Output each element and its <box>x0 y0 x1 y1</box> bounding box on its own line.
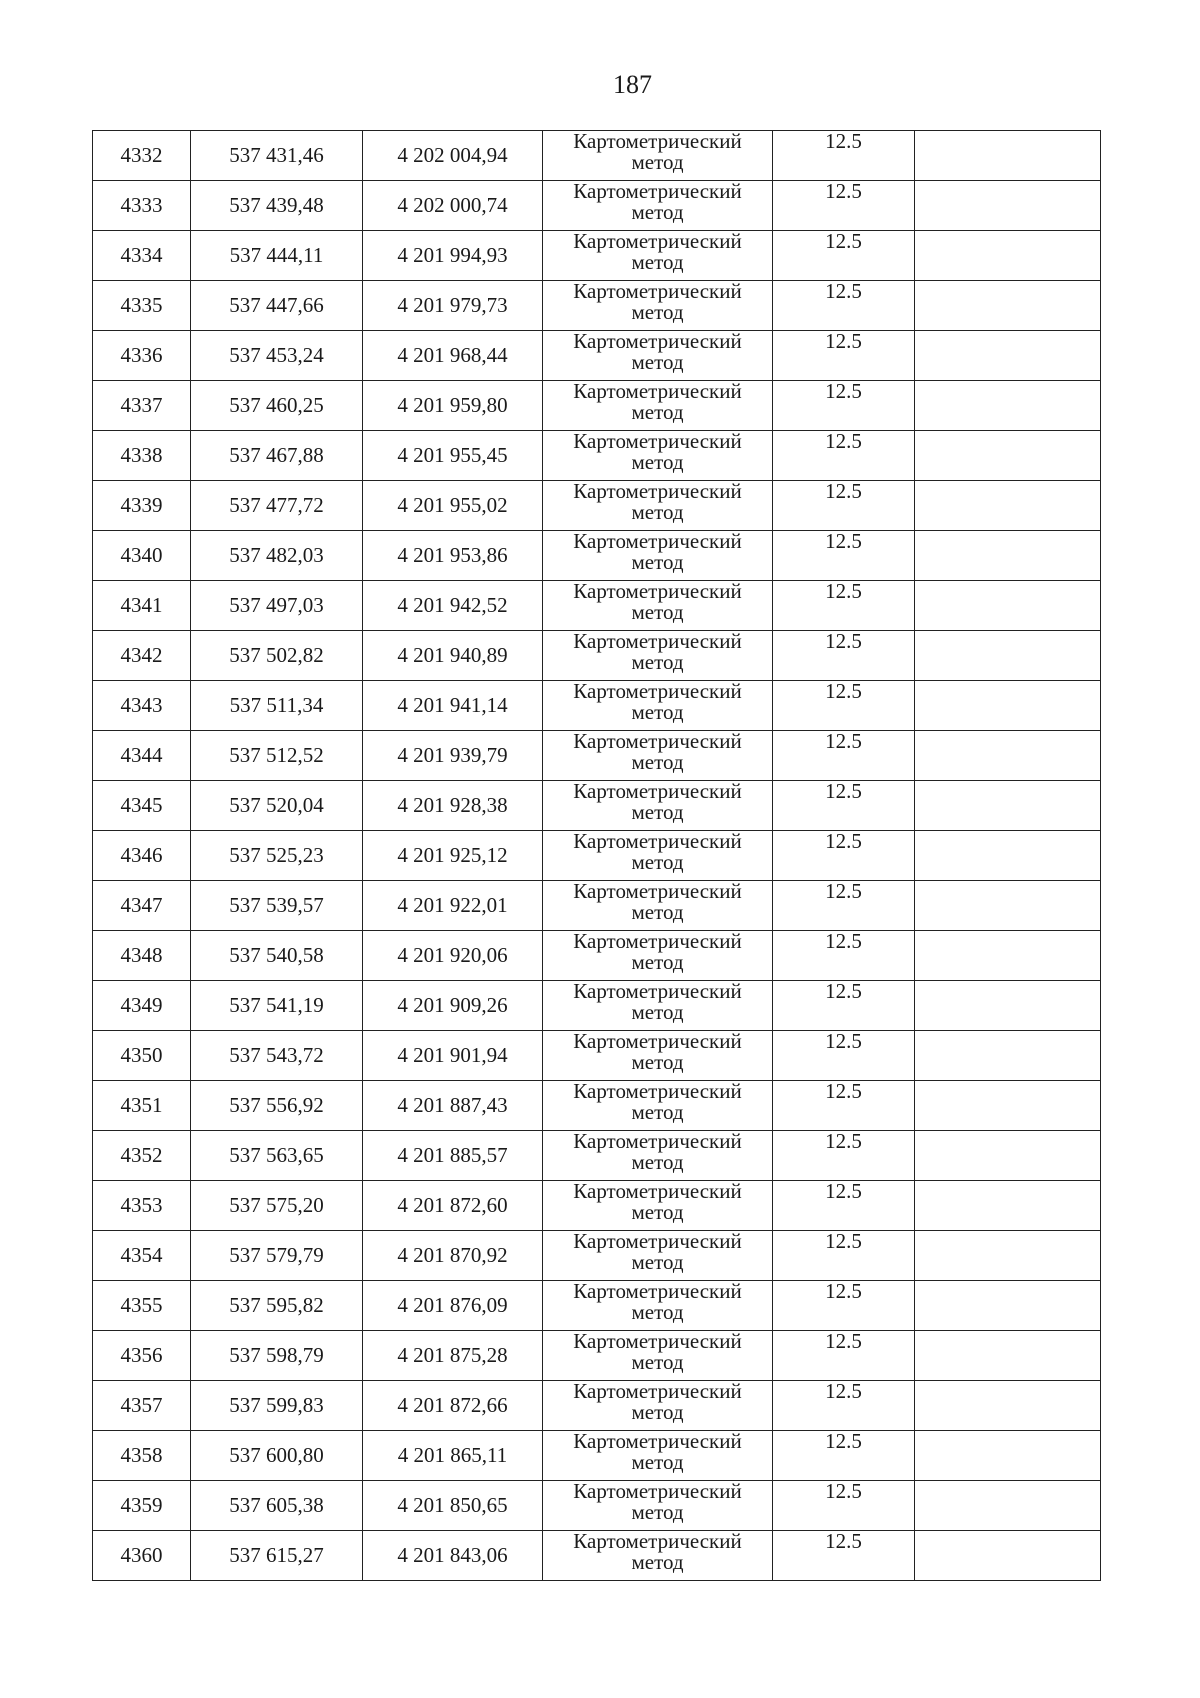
empty-cell <box>915 181 1101 231</box>
point-number-cell: 4355 <box>93 1281 191 1331</box>
method-cell <box>543 531 773 581</box>
y-coordinate-cell: 4 201 876,09 <box>363 1281 543 1331</box>
method-line-1: Картометрический <box>573 279 742 303</box>
y-coordinate-cell: 4 202 004,94 <box>363 131 543 181</box>
method-line-1: Картометрический <box>573 779 742 803</box>
x-coordinate-cell: 537 615,27 <box>191 1531 363 1581</box>
method-line-2: метод <box>631 1250 684 1274</box>
empty-cell <box>915 581 1101 631</box>
method-line-2: метод <box>631 600 684 624</box>
y-coordinate-cell: 4 201 872,66 <box>363 1381 543 1431</box>
y-coordinate-cell: 4 201 901,94 <box>363 1031 543 1081</box>
empty-cell <box>915 831 1101 881</box>
point-number-cell: 4336 <box>93 331 191 381</box>
method-cell <box>543 181 773 231</box>
x-coordinate-cell: 537 511,34 <box>191 681 363 731</box>
method-line-2: метод <box>631 1450 684 1474</box>
method-line-1: Картометрический <box>573 379 742 403</box>
x-coordinate-cell: 537 556,92 <box>191 1081 363 1131</box>
method-cell <box>543 681 773 731</box>
table-row <box>93 931 1101 981</box>
accuracy-cell: 12.5 <box>773 1181 915 1231</box>
method-line-2: метод <box>631 1550 684 1574</box>
accuracy-cell: 12.5 <box>773 1481 915 1531</box>
table-row <box>93 1281 1101 1331</box>
empty-cell <box>915 1531 1101 1581</box>
table-row <box>93 831 1101 881</box>
accuracy-cell: 12.5 <box>773 931 915 981</box>
table-row <box>93 1031 1101 1081</box>
method-line-2: метод <box>631 650 684 674</box>
point-number-cell: 4357 <box>93 1381 191 1431</box>
x-coordinate-cell: 537 595,82 <box>191 1281 363 1331</box>
coordinates-table <box>92 130 1101 1581</box>
method-cell <box>543 381 773 431</box>
x-coordinate-cell: 537 520,04 <box>191 781 363 831</box>
y-coordinate-cell: 4 201 955,45 <box>363 431 543 481</box>
empty-cell <box>915 231 1101 281</box>
point-number-cell: 4332 <box>93 131 191 181</box>
table-body <box>93 131 1101 1581</box>
empty-cell <box>915 1431 1101 1481</box>
table-row <box>93 1081 1101 1131</box>
table-row <box>93 881 1101 931</box>
x-coordinate-cell: 537 439,48 <box>191 181 363 231</box>
y-coordinate-cell: 4 201 875,28 <box>363 1331 543 1381</box>
point-number-cell: 4334 <box>93 231 191 281</box>
method-line-2: метод <box>631 700 684 724</box>
accuracy-cell: 12.5 <box>773 981 915 1031</box>
method-line-1: Картометрический <box>573 1479 742 1503</box>
method-line-2: метод <box>631 400 684 424</box>
x-coordinate-cell: 537 512,52 <box>191 731 363 781</box>
method-cell <box>543 831 773 881</box>
accuracy-cell: 12.5 <box>773 1381 915 1431</box>
method-line-1: Картометрический <box>573 1279 742 1303</box>
method-line-1: Картометрический <box>573 1079 742 1103</box>
empty-cell <box>915 1381 1101 1431</box>
table-row <box>93 1181 1101 1231</box>
table-row <box>93 681 1101 731</box>
accuracy-cell: 12.5 <box>773 131 915 181</box>
x-coordinate-cell: 537 605,38 <box>191 1481 363 1531</box>
method-line-2: метод <box>631 1150 684 1174</box>
method-cell <box>543 481 773 531</box>
accuracy-cell: 12.5 <box>773 331 915 381</box>
point-number-cell: 4344 <box>93 731 191 781</box>
empty-cell <box>915 881 1101 931</box>
table-row <box>93 731 1101 781</box>
method-line-1: Картометрический <box>573 679 742 703</box>
method-line-1: Картометрический <box>573 1429 742 1453</box>
y-coordinate-cell: 4 201 865,11 <box>363 1431 543 1481</box>
method-cell <box>543 1181 773 1231</box>
x-coordinate-cell: 537 477,72 <box>191 481 363 531</box>
accuracy-cell: 12.5 <box>773 731 915 781</box>
method-line-1: Картометрический <box>573 729 742 753</box>
table-row <box>93 131 1101 181</box>
empty-cell <box>915 1481 1101 1531</box>
empty-cell <box>915 931 1101 981</box>
accuracy-cell: 12.5 <box>773 1131 915 1181</box>
method-line-1: Картометрический <box>573 129 742 153</box>
point-number-cell: 4351 <box>93 1081 191 1131</box>
empty-cell <box>915 281 1101 331</box>
method-line-2: метод <box>631 150 684 174</box>
empty-cell <box>915 631 1101 681</box>
y-coordinate-cell: 4 201 843,06 <box>363 1531 543 1581</box>
page-number: 187 <box>613 70 652 99</box>
method-cell <box>543 731 773 781</box>
empty-cell <box>915 481 1101 531</box>
method-line-1: Картометрический <box>573 1229 742 1253</box>
y-coordinate-cell: 4 202 000,74 <box>363 181 543 231</box>
method-line-1: Картометрический <box>573 179 742 203</box>
method-cell <box>543 1281 773 1331</box>
table-row <box>93 1481 1101 1531</box>
method-cell <box>543 231 773 281</box>
method-cell <box>543 1381 773 1431</box>
method-line-2: метод <box>631 900 684 924</box>
method-cell <box>543 1031 773 1081</box>
accuracy-cell: 12.5 <box>773 1031 915 1081</box>
method-line-1: Картометрический <box>573 1379 742 1403</box>
x-coordinate-cell: 537 599,83 <box>191 1381 363 1431</box>
x-coordinate-cell: 537 431,46 <box>191 131 363 181</box>
method-line-1: Картометрический <box>573 329 742 353</box>
empty-cell <box>915 981 1101 1031</box>
method-cell <box>543 1331 773 1381</box>
x-coordinate-cell: 537 563,65 <box>191 1131 363 1181</box>
table-row <box>93 231 1101 281</box>
point-number-cell: 4341 <box>93 581 191 631</box>
accuracy-cell: 12.5 <box>773 1531 915 1581</box>
x-coordinate-cell: 537 447,66 <box>191 281 363 331</box>
method-cell <box>543 781 773 831</box>
empty-cell <box>915 131 1101 181</box>
x-coordinate-cell: 537 543,72 <box>191 1031 363 1081</box>
method-line-1: Картометрический <box>573 429 742 453</box>
table-row <box>93 1431 1101 1481</box>
method-line-2: метод <box>631 800 684 824</box>
method-line-1: Картометрический <box>573 1529 742 1553</box>
point-number-cell: 4359 <box>93 1481 191 1531</box>
method-cell <box>543 1531 773 1581</box>
point-number-cell: 4338 <box>93 431 191 481</box>
x-coordinate-cell: 537 598,79 <box>191 1331 363 1381</box>
empty-cell <box>915 381 1101 431</box>
table-row <box>93 281 1101 331</box>
accuracy-cell: 12.5 <box>773 1431 915 1481</box>
table-row <box>93 1531 1101 1581</box>
y-coordinate-cell: 4 201 940,89 <box>363 631 543 681</box>
x-coordinate-cell: 537 540,58 <box>191 931 363 981</box>
y-coordinate-cell: 4 201 959,80 <box>363 381 543 431</box>
method-cell <box>543 631 773 681</box>
table-row <box>93 331 1101 381</box>
method-line-2: метод <box>631 1350 684 1374</box>
point-number-cell: 4339 <box>93 481 191 531</box>
accuracy-cell: 12.5 <box>773 681 915 731</box>
point-number-cell: 4347 <box>93 881 191 931</box>
empty-cell <box>915 1231 1101 1281</box>
y-coordinate-cell: 4 201 941,14 <box>363 681 543 731</box>
method-line-2: метод <box>631 350 684 374</box>
point-number-cell: 4343 <box>93 681 191 731</box>
table-row <box>93 781 1101 831</box>
accuracy-cell: 12.5 <box>773 1231 915 1281</box>
point-number-cell: 4356 <box>93 1331 191 1381</box>
point-number-cell: 4335 <box>93 281 191 331</box>
point-number-cell: 4345 <box>93 781 191 831</box>
y-coordinate-cell: 4 201 887,43 <box>363 1081 543 1131</box>
accuracy-cell: 12.5 <box>773 831 915 881</box>
method-line-2: метод <box>631 550 684 574</box>
point-number-cell: 4346 <box>93 831 191 881</box>
method-line-2: метод <box>631 1300 684 1324</box>
point-number-cell: 4349 <box>93 981 191 1031</box>
method-cell <box>543 1231 773 1281</box>
empty-cell <box>915 1281 1101 1331</box>
method-cell <box>543 881 773 931</box>
method-line-2: метод <box>631 450 684 474</box>
point-number-cell: 4353 <box>93 1181 191 1231</box>
y-coordinate-cell: 4 201 979,73 <box>363 281 543 331</box>
y-coordinate-cell: 4 201 925,12 <box>363 831 543 881</box>
accuracy-cell: 12.5 <box>773 781 915 831</box>
point-number-cell: 4342 <box>93 631 191 681</box>
y-coordinate-cell: 4 201 885,57 <box>363 1131 543 1181</box>
y-coordinate-cell: 4 201 939,79 <box>363 731 543 781</box>
accuracy-cell: 12.5 <box>773 881 915 931</box>
empty-cell <box>915 1331 1101 1381</box>
point-number-cell: 4350 <box>93 1031 191 1081</box>
method-line-1: Картометрический <box>573 1029 742 1053</box>
method-cell <box>543 1481 773 1531</box>
method-line-2: метод <box>631 1050 684 1074</box>
x-coordinate-cell: 537 600,80 <box>191 1431 363 1481</box>
empty-cell <box>915 731 1101 781</box>
point-number-cell: 4348 <box>93 931 191 981</box>
method-line-2: метод <box>631 1000 684 1024</box>
x-coordinate-cell: 537 575,20 <box>191 1181 363 1231</box>
accuracy-cell: 12.5 <box>773 231 915 281</box>
empty-cell <box>915 331 1101 381</box>
y-coordinate-cell: 4 201 870,92 <box>363 1231 543 1281</box>
empty-cell <box>915 531 1101 581</box>
y-coordinate-cell: 4 201 953,86 <box>363 531 543 581</box>
y-coordinate-cell: 4 201 920,06 <box>363 931 543 981</box>
method-line-1: Картометрический <box>573 979 742 1003</box>
method-line-2: метод <box>631 1100 684 1124</box>
x-coordinate-cell: 537 579,79 <box>191 1231 363 1281</box>
accuracy-cell: 12.5 <box>773 1081 915 1131</box>
accuracy-cell: 12.5 <box>773 1281 915 1331</box>
method-line-2: метод <box>631 950 684 974</box>
accuracy-cell: 12.5 <box>773 581 915 631</box>
method-cell <box>543 431 773 481</box>
accuracy-cell: 12.5 <box>773 381 915 431</box>
method-line-1: Картометрический <box>573 629 742 653</box>
x-coordinate-cell: 537 497,03 <box>191 581 363 631</box>
accuracy-cell: 12.5 <box>773 181 915 231</box>
accuracy-cell: 12.5 <box>773 531 915 581</box>
point-number-cell: 4333 <box>93 181 191 231</box>
method-line-1: Картометрический <box>573 1129 742 1153</box>
accuracy-cell: 12.5 <box>773 431 915 481</box>
method-line-1: Картометрический <box>573 479 742 503</box>
method-line-1: Картометрический <box>573 829 742 853</box>
method-line-1: Картометрический <box>573 929 742 953</box>
empty-cell <box>915 1131 1101 1181</box>
point-number-cell: 4340 <box>93 531 191 581</box>
table-row <box>93 431 1101 481</box>
empty-cell <box>915 1031 1101 1081</box>
method-line-1: Картометрический <box>573 229 742 253</box>
table-row <box>93 1381 1101 1431</box>
method-line-1: Картометрический <box>573 579 742 603</box>
empty-cell <box>915 1181 1101 1231</box>
x-coordinate-cell: 537 467,88 <box>191 431 363 481</box>
method-line-2: метод <box>631 750 684 774</box>
y-coordinate-cell: 4 201 872,60 <box>363 1181 543 1231</box>
x-coordinate-cell: 537 539,57 <box>191 881 363 931</box>
method-line-1: Картометрический <box>573 1179 742 1203</box>
method-line-2: метод <box>631 850 684 874</box>
x-coordinate-cell: 537 444,11 <box>191 231 363 281</box>
method-line-2: метод <box>631 300 684 324</box>
method-cell <box>543 281 773 331</box>
y-coordinate-cell: 4 201 968,44 <box>363 331 543 381</box>
table-row <box>93 531 1101 581</box>
method-line-1: Картометрический <box>573 529 742 553</box>
x-coordinate-cell: 537 453,24 <box>191 331 363 381</box>
table-row <box>93 1231 1101 1281</box>
y-coordinate-cell: 4 201 955,02 <box>363 481 543 531</box>
method-cell <box>543 1081 773 1131</box>
point-number-cell: 4337 <box>93 381 191 431</box>
y-coordinate-cell: 4 201 994,93 <box>363 231 543 281</box>
method-line-2: метод <box>631 500 684 524</box>
point-number-cell: 4352 <box>93 1131 191 1181</box>
point-number-cell: 4360 <box>93 1531 191 1581</box>
empty-cell <box>915 681 1101 731</box>
empty-cell <box>915 1081 1101 1131</box>
accuracy-cell: 12.5 <box>773 1331 915 1381</box>
y-coordinate-cell: 4 201 942,52 <box>363 581 543 631</box>
method-line-2: метод <box>631 1500 684 1524</box>
method-cell <box>543 1131 773 1181</box>
method-line-2: метод <box>631 1200 684 1224</box>
x-coordinate-cell: 537 460,25 <box>191 381 363 431</box>
table-row <box>93 1331 1101 1381</box>
method-line-1: Картометрический <box>573 879 742 903</box>
y-coordinate-cell: 4 201 909,26 <box>363 981 543 1031</box>
y-coordinate-cell: 4 201 850,65 <box>363 1481 543 1531</box>
method-line-2: метод <box>631 250 684 274</box>
empty-cell <box>915 781 1101 831</box>
method-cell <box>543 931 773 981</box>
table-row <box>93 1131 1101 1181</box>
table-row <box>93 631 1101 681</box>
table-row <box>93 981 1101 1031</box>
method-cell <box>543 981 773 1031</box>
table-row <box>93 181 1101 231</box>
method-line-1: Картометрический <box>573 1329 742 1353</box>
table-row <box>93 581 1101 631</box>
method-line-2: метод <box>631 1400 684 1424</box>
x-coordinate-cell: 537 482,03 <box>191 531 363 581</box>
x-coordinate-cell: 537 525,23 <box>191 831 363 881</box>
method-cell <box>543 131 773 181</box>
accuracy-cell: 12.5 <box>773 281 915 331</box>
method-cell <box>543 331 773 381</box>
table-row <box>93 381 1101 431</box>
x-coordinate-cell: 537 541,19 <box>191 981 363 1031</box>
y-coordinate-cell: 4 201 922,01 <box>363 881 543 931</box>
accuracy-cell: 12.5 <box>773 631 915 681</box>
method-cell <box>543 581 773 631</box>
x-coordinate-cell: 537 502,82 <box>191 631 363 681</box>
method-cell <box>543 1431 773 1481</box>
point-number-cell: 4358 <box>93 1431 191 1481</box>
y-coordinate-cell: 4 201 928,38 <box>363 781 543 831</box>
method-line-2: метод <box>631 200 684 224</box>
table-row <box>93 481 1101 531</box>
empty-cell <box>915 431 1101 481</box>
point-number-cell: 4354 <box>93 1231 191 1281</box>
accuracy-cell: 12.5 <box>773 481 915 531</box>
